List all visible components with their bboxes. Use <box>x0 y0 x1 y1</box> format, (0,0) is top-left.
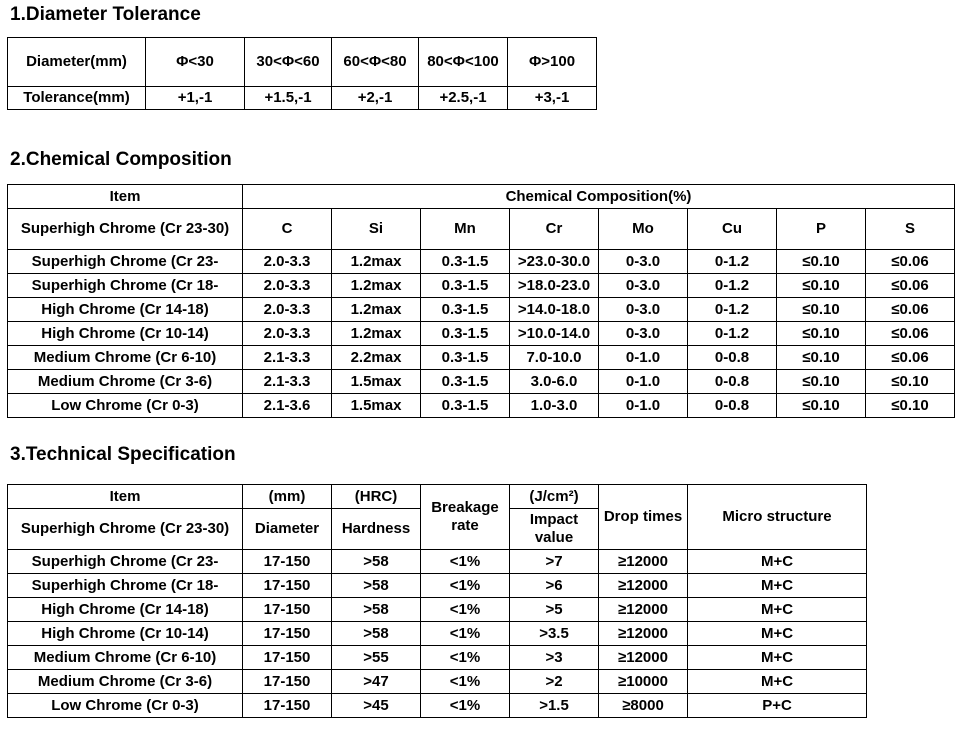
table-cell: >58 <box>332 574 421 598</box>
table-row <box>8 646 867 670</box>
table-cell: 7.0-10.0 <box>510 346 599 370</box>
table-cell: 0-3.0 <box>599 250 688 274</box>
table-cell: 17-150 <box>243 670 332 694</box>
table-cell: ≥12000 <box>599 598 688 622</box>
table-cell: +2,-1 <box>332 87 419 110</box>
table-cell: >2 <box>510 670 599 694</box>
table-cell: ≥12000 <box>599 646 688 670</box>
table-cell: 1.2max <box>332 250 421 274</box>
chemical-composition-table <box>7 184 955 418</box>
table-row <box>8 250 955 274</box>
table-header-cell: Diameter <box>243 509 332 550</box>
table-header-first: Superhigh Chrome (Cr 23-30) <box>8 509 243 550</box>
table-cell: ≥8000 <box>599 694 688 718</box>
table-row <box>8 298 955 322</box>
table-cell: 0-1.2 <box>688 322 777 346</box>
table-cell: ≥12000 <box>599 574 688 598</box>
table-cell: ≤0.06 <box>866 322 955 346</box>
table-row <box>8 394 955 418</box>
table-cell: <1% <box>421 622 510 646</box>
table-cell: >18.0-23.0 <box>510 274 599 298</box>
table-cell: <1% <box>421 550 510 574</box>
table-cell: Medium Chrome (Cr 6-10) <box>8 346 243 370</box>
table-row <box>8 87 597 110</box>
table-cell: <1% <box>421 598 510 622</box>
table-row <box>8 209 955 250</box>
table-cell: ≤0.06 <box>866 298 955 322</box>
table-header-cell: Breakage rate <box>421 485 510 550</box>
table-cell: 0.3-1.5 <box>421 322 510 346</box>
table-cell: M+C <box>688 646 867 670</box>
technical-specification-title: 3.Technical Specification <box>10 444 236 465</box>
table-row <box>8 670 867 694</box>
table-cell: 0.3-1.5 <box>421 298 510 322</box>
table-header-item: Item <box>8 185 243 209</box>
table-cell: 2.0-3.3 <box>243 250 332 274</box>
table-cell: High Chrome (Cr 14-18) <box>8 598 243 622</box>
table-cell: ≤0.10 <box>866 370 955 394</box>
table-cell: 17-150 <box>243 550 332 574</box>
table-cell: M+C <box>688 574 867 598</box>
table-header-cell: Cu <box>688 209 777 250</box>
table-cell: 0-3.0 <box>599 274 688 298</box>
table-cell: 1.2max <box>332 274 421 298</box>
table-header-cell: Micro structure <box>688 485 867 550</box>
table-cell: 0-0.8 <box>688 346 777 370</box>
table-cell: Superhigh Chrome (Cr 18- <box>8 574 243 598</box>
table-cell: <1% <box>421 574 510 598</box>
table-cell: >5 <box>510 598 599 622</box>
table-header-cell: Hardness <box>332 509 421 550</box>
table-cell: 0.3-1.5 <box>421 346 510 370</box>
table-cell: 0-1.0 <box>599 346 688 370</box>
table-cell: +1.5,-1 <box>245 87 332 110</box>
table-header-cell: C <box>243 209 332 250</box>
table-header-cell: Cr <box>510 209 599 250</box>
table-cell: +3,-1 <box>508 87 597 110</box>
table-cell: >45 <box>332 694 421 718</box>
table-cell: 1.5max <box>332 370 421 394</box>
unit-label: (HRC) <box>332 485 421 509</box>
chemical-composition-title: 2.Chemical Composition <box>10 149 232 170</box>
table-cell: >55 <box>332 646 421 670</box>
table-cell: M+C <box>688 622 867 646</box>
table-cell: >3 <box>510 646 599 670</box>
table-cell: Medium Chrome (Cr 6-10) <box>8 646 243 670</box>
table-cell: Superhigh Chrome (Cr 18- <box>8 274 243 298</box>
table-cell: 0-0.8 <box>688 394 777 418</box>
unit-label: (J/cm²) <box>510 485 599 509</box>
table-cell: M+C <box>688 670 867 694</box>
table-cell: 0-1.2 <box>688 250 777 274</box>
table-cell: 0.3-1.5 <box>421 250 510 274</box>
table-header-first: Superhigh Chrome (Cr 23-30) <box>8 209 243 250</box>
table-cell: High Chrome (Cr 10-14) <box>8 322 243 346</box>
table-cell: 2.1-3.6 <box>243 394 332 418</box>
table-cell: >47 <box>332 670 421 694</box>
table-header-cell: Impact value <box>510 509 599 550</box>
table-cell: Superhigh Chrome (Cr 23- <box>8 550 243 574</box>
table-cell: 0.3-1.5 <box>421 370 510 394</box>
unit-label: (mm) <box>243 485 332 509</box>
table-cell: High Chrome (Cr 10-14) <box>8 622 243 646</box>
table-row <box>8 370 955 394</box>
table-cell: ≤0.06 <box>866 274 955 298</box>
table-cell: 2.2max <box>332 346 421 370</box>
table-cell: 0-1.0 <box>599 394 688 418</box>
table-cell: Low Chrome (Cr 0-3) <box>8 694 243 718</box>
table-cell: 1.0-3.0 <box>510 394 599 418</box>
table-cell: 2.0-3.3 <box>243 298 332 322</box>
table-cell: Low Chrome (Cr 0-3) <box>8 394 243 418</box>
table-cell: Φ>100 <box>508 38 597 87</box>
table-header-cell: Drop times <box>599 485 688 550</box>
table-cell: High Chrome (Cr 14-18) <box>8 298 243 322</box>
table-row <box>8 38 597 87</box>
table-cell: >58 <box>332 550 421 574</box>
table-cell: 3.0-6.0 <box>510 370 599 394</box>
diameter-tolerance-title: 1.Diameter Tolerance <box>10 4 201 25</box>
table-cell: 60<Φ<80 <box>332 38 419 87</box>
table-cell: ≤0.06 <box>866 346 955 370</box>
table-row <box>8 550 867 574</box>
table-cell: Tolerance(mm) <box>8 87 146 110</box>
table-cell: ≤0.10 <box>777 250 866 274</box>
table-cell: ≤0.06 <box>866 250 955 274</box>
table-header-cell: S <box>866 209 955 250</box>
table-cell: 1.5max <box>332 394 421 418</box>
table-cell: >58 <box>332 598 421 622</box>
table-cell: >14.0-18.0 <box>510 298 599 322</box>
table-cell: 80<Φ<100 <box>419 38 508 87</box>
table-cell: ≤0.10 <box>777 298 866 322</box>
table-cell: Medium Chrome (Cr 3-6) <box>8 670 243 694</box>
table-cell: Diameter(mm) <box>8 38 146 87</box>
table-header-cell: Mo <box>599 209 688 250</box>
table-header-cell: Mn <box>421 209 510 250</box>
table-cell: +1,-1 <box>146 87 245 110</box>
table-cell: 0-0.8 <box>688 370 777 394</box>
table-cell: M+C <box>688 550 867 574</box>
table-cell: Superhigh Chrome (Cr 23- <box>8 250 243 274</box>
table-cell: 30<Φ<60 <box>245 38 332 87</box>
table-row <box>8 622 867 646</box>
table-cell: 2.0-3.3 <box>243 322 332 346</box>
table-cell: ≤0.10 <box>777 394 866 418</box>
table-cell: <1% <box>421 694 510 718</box>
table-cell: 0-1.2 <box>688 274 777 298</box>
table-cell: Medium Chrome (Cr 3-6) <box>8 370 243 394</box>
table-cell: 0-3.0 <box>599 298 688 322</box>
table-cell: M+C <box>688 598 867 622</box>
table-row <box>8 322 955 346</box>
table-row <box>8 346 955 370</box>
table-cell: <1% <box>421 670 510 694</box>
table-cell: ≤0.10 <box>777 322 866 346</box>
table-cell: 0-3.0 <box>599 322 688 346</box>
table-cell: >58 <box>332 622 421 646</box>
table-cell: ≥10000 <box>599 670 688 694</box>
table-cell: >3.5 <box>510 622 599 646</box>
table-cell: 17-150 <box>243 646 332 670</box>
table-row <box>8 574 867 598</box>
table-cell: 2.1-3.3 <box>243 370 332 394</box>
technical-specification-table <box>7 484 867 718</box>
table-cell: 0.3-1.5 <box>421 394 510 418</box>
table-cell: ≤0.10 <box>777 346 866 370</box>
table-cell: ≤0.10 <box>777 274 866 298</box>
table-cell: <1% <box>421 646 510 670</box>
table-cell: P+C <box>688 694 867 718</box>
table-cell: ≤0.10 <box>777 370 866 394</box>
table-cell: +2.5,-1 <box>419 87 508 110</box>
table-cell: ≥12000 <box>599 550 688 574</box>
table-cell: >7 <box>510 550 599 574</box>
table-row <box>8 485 867 509</box>
table-cell: >6 <box>510 574 599 598</box>
table-cell: 17-150 <box>243 622 332 646</box>
table-header-item: Item <box>8 485 243 509</box>
table-cell: 17-150 <box>243 574 332 598</box>
table-cell: Φ<30 <box>146 38 245 87</box>
table-cell: ≥12000 <box>599 622 688 646</box>
table-cell: 2.0-3.3 <box>243 274 332 298</box>
table-cell: >23.0-30.0 <box>510 250 599 274</box>
table-cell: 17-150 <box>243 598 332 622</box>
table-row <box>8 185 955 209</box>
table-cell: 0.3-1.5 <box>421 274 510 298</box>
table-cell: 17-150 <box>243 694 332 718</box>
table-row <box>8 274 955 298</box>
table-header-cell: P <box>777 209 866 250</box>
table-row <box>8 694 867 718</box>
table-cell: 1.2max <box>332 322 421 346</box>
table-cell: >1.5 <box>510 694 599 718</box>
table-cell: 0-1.2 <box>688 298 777 322</box>
diameter-tolerance-table <box>7 37 597 110</box>
table-cell: 0-1.0 <box>599 370 688 394</box>
table-cell: 1.2max <box>332 298 421 322</box>
table-row <box>8 598 867 622</box>
table-header-group: Chemical Composition(%) <box>243 185 955 209</box>
table-cell: 2.1-3.3 <box>243 346 332 370</box>
table-cell: >10.0-14.0 <box>510 322 599 346</box>
table-header-cell: Si <box>332 209 421 250</box>
table-cell: ≤0.10 <box>866 394 955 418</box>
